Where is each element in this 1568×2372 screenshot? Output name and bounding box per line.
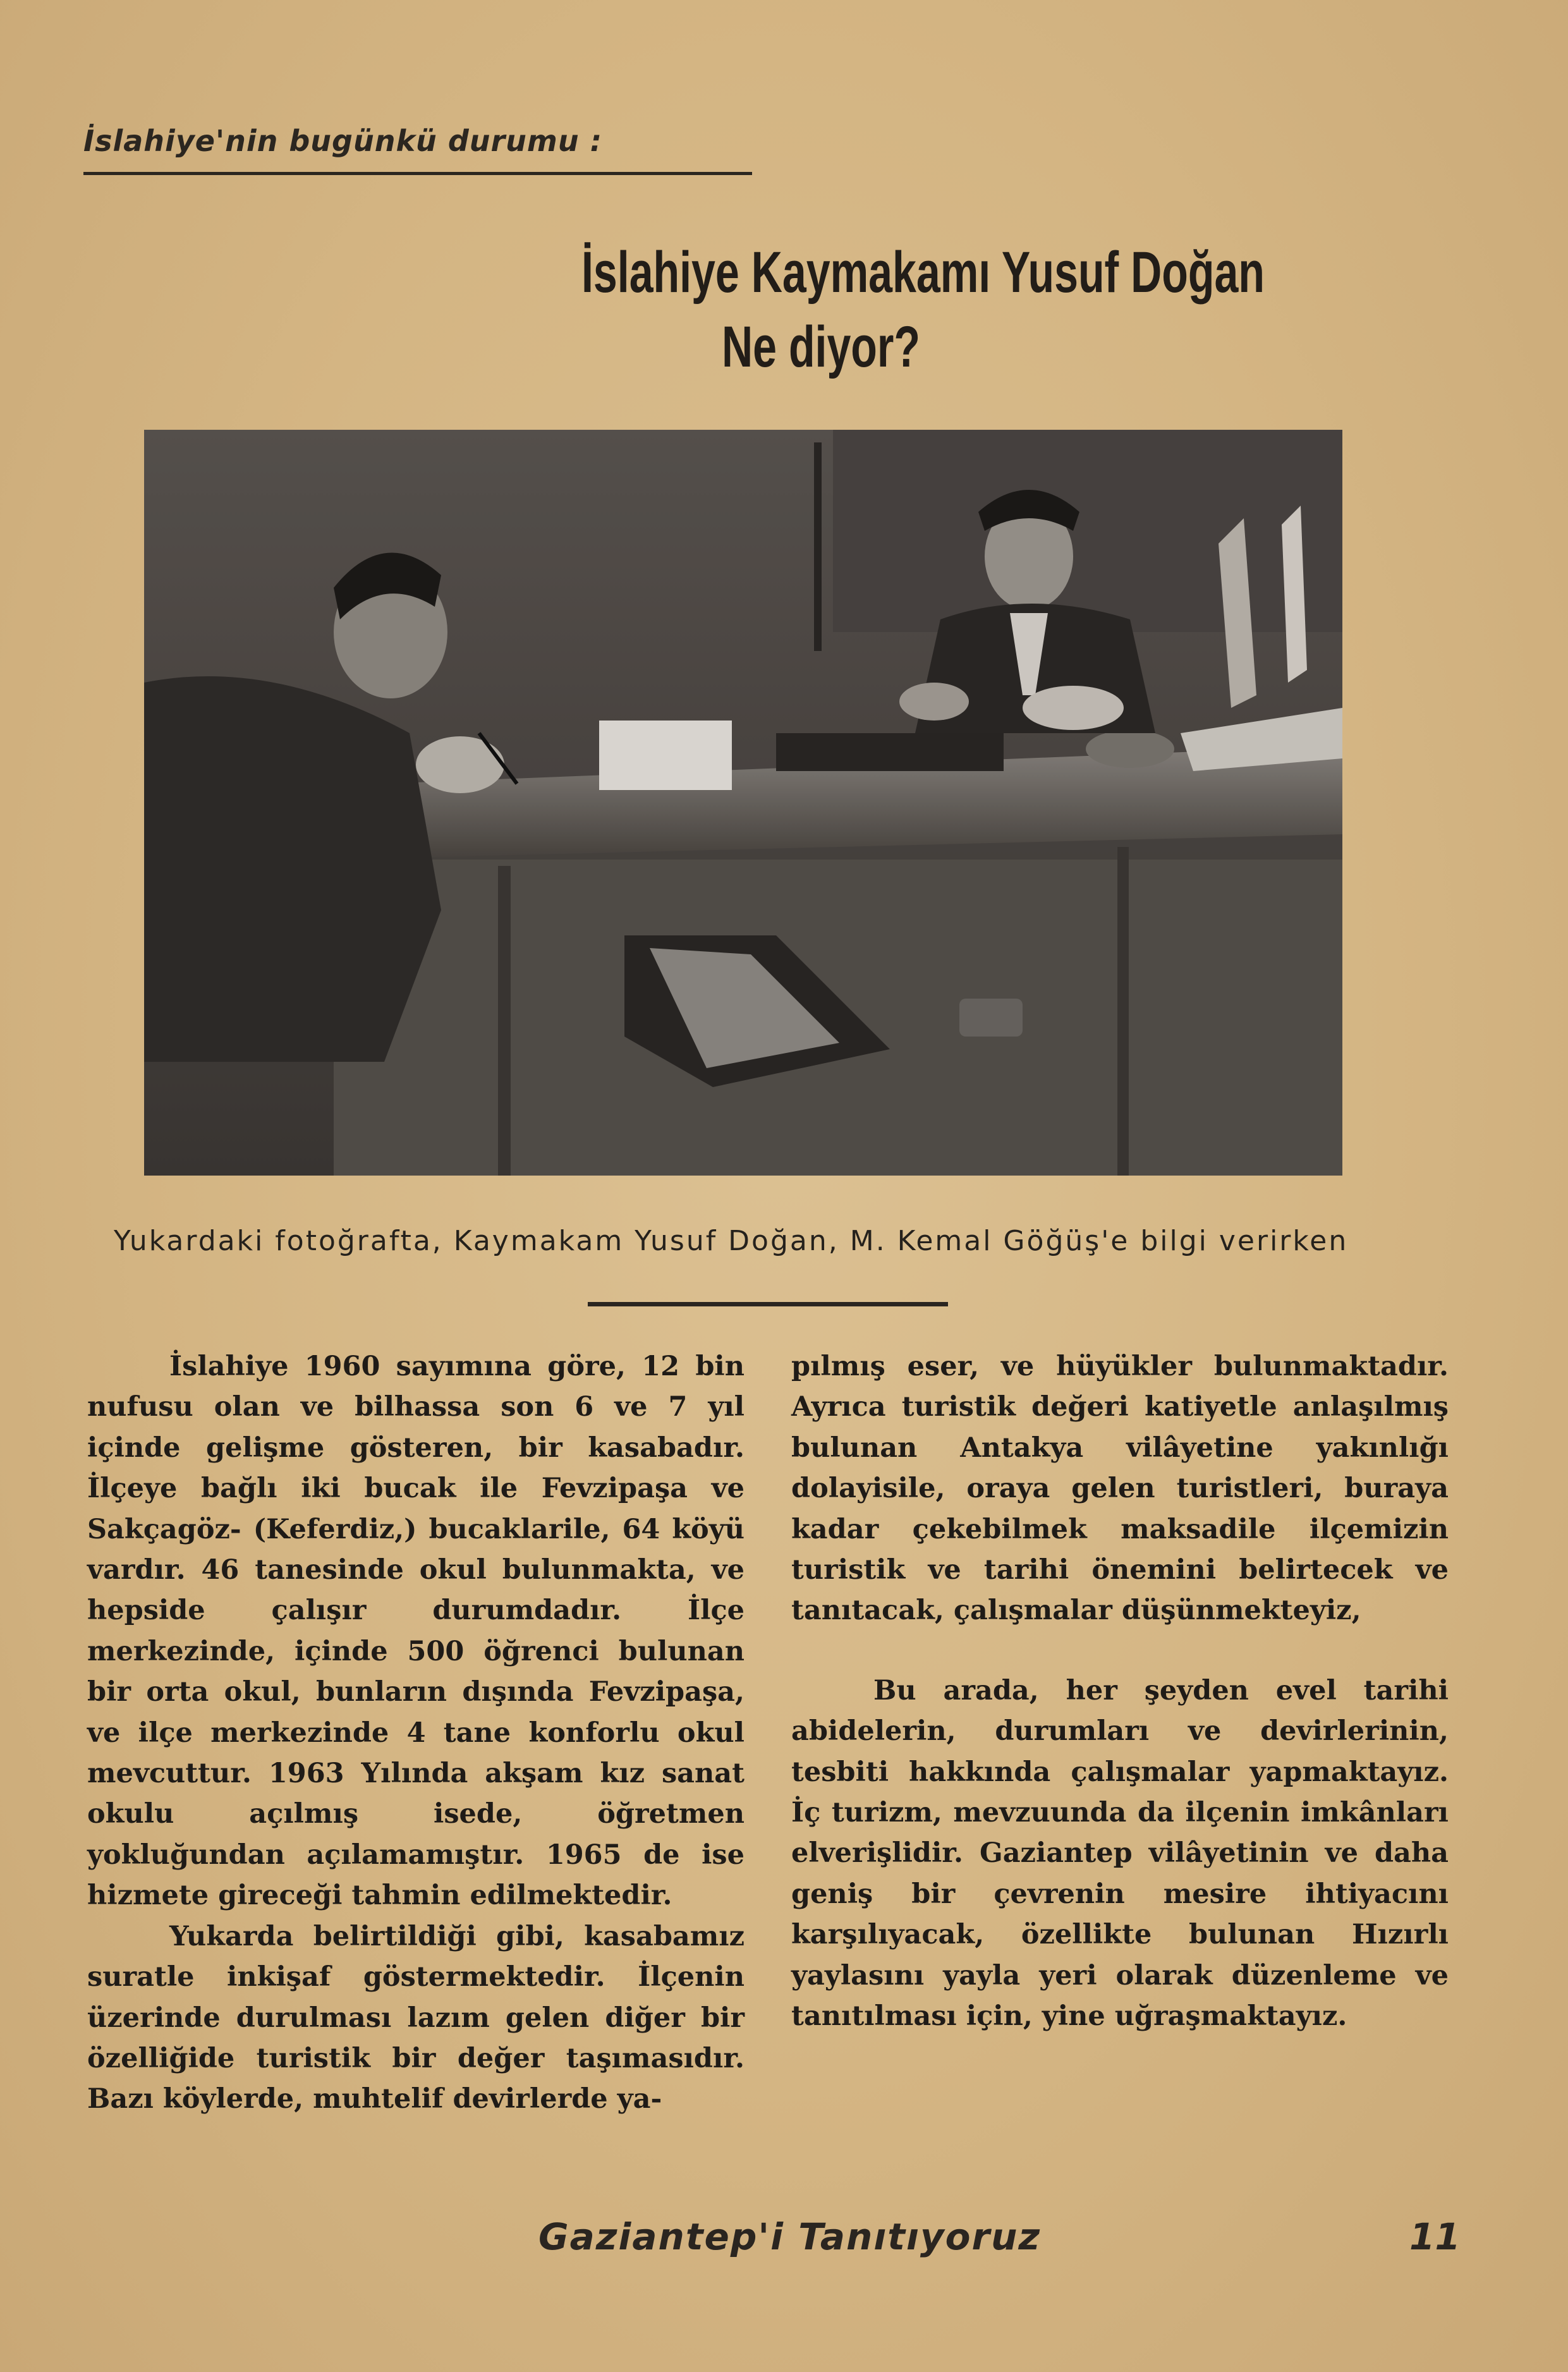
headline-line-2: Ne diyor? xyxy=(722,315,920,379)
divider-rule xyxy=(588,1302,948,1306)
body-paragraph: Yukarda belirtildiği gibi, kasabamız suratle inkişaf göstermektedir. İlçenin üzerinde durulması lazım gelen diğer bir özelliğide turistik bir değer taşımasıdır. Bazı köylerde, muhtelif devirlerde ya- xyxy=(87,1920,744,2115)
article-headline xyxy=(581,235,1265,384)
body-paragraph: İslahiye 1960 sayımına göre, 12 bin nufusu olan ve bilhassa son 6 ve 7 yıl içinde gelişme gösteren, bir kasabadır. İlçeye bağlı iki bucak ile Fevzipaşa ve Sakçagöz- (Keferdiz,) bucaklarile, 64 köyü vardır. 46 tanesinde okul bulunmakta, ve hepside çalışır durumdadır. İlçe merkezinde, içinde 500 öğrenci bulunan bir orta okul, bunların dışında Fevzipaşa, ve ilçe merkezinde 4 tane konforlu okul mevcuttur. 1963 Yılında akşam kız sanat okulu açılmış isede, öğretmen yokluğundan açılamamıştır. 1965 de ise hizmete gireceği tahmin edilmektedir. xyxy=(87,1351,744,1912)
page-number: 11 xyxy=(1409,2215,1461,2258)
body-paragraph: Bu arada, her şeyden evel tarihi abidelerin, durumları ve devirlerinin, tesbiti hakkında çalışmalar yapmaktayız. İç turizm, mevzuunda da ilçenin imkânları elverişlidir. Gaziantep vilâyetinin ve daha geniş bir çevrenin mesire ihtiyacını karşılıyacak, özellikte bulunan Hızırlı yaylasını yayla yeri olarak düzenleme ve tanıtılması için, yine uğraşmaktayız. xyxy=(791,1674,1449,2033)
article-photo xyxy=(144,430,1342,1176)
body-column-left xyxy=(87,1346,744,2120)
section-rule xyxy=(83,172,752,175)
publication-footer: Gaziantep'i Tanıtıyoruz xyxy=(538,2215,1042,2258)
body-column-right xyxy=(791,1346,1449,2037)
photo-office-meeting-icon xyxy=(144,430,1342,1176)
headline-line-1: İslahiye Kaymakamı Yusuf Doğan xyxy=(581,240,1265,305)
photo-caption: Yukardaki fotoğrafta, Kaymakam Yusuf Doğan, M. Kemal Göğüş'e bilgi verirken xyxy=(114,1225,1349,1257)
section-label: İslahiye'nin bugünkü durumu : xyxy=(83,124,603,158)
body-paragraph: pılmış eser, ve hüyükler bulunmaktadır. Ayrıca turistik değeri katiyetle anlaşılmış bulunan Antakya vilâyetine yakınlığı dolayisile, oraya gelen turistleri, buraya kadar çekebilmek maksadile ilçemizin turistik ve tarihi önemini belirtecek ve tanıtacak, çalışmalar düşünmekteyiz, xyxy=(791,1351,1449,1627)
